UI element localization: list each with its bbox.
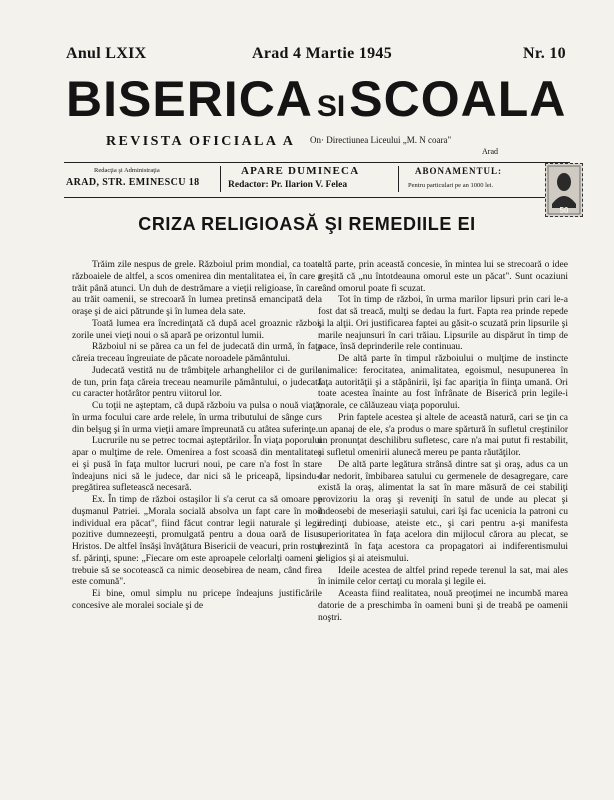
article-paragraph: Cu toţii ne aşteptam, că după războiu va pulsa o nouă viaţă, în urma focului care arde relele, în urma tributului de sânge curs din belşug şi în urma vieţii amare împreunată cu atâtea suferinţe. — [72, 401, 322, 435]
postage-stamp — [545, 163, 583, 217]
article-paragraph: Războiul ni se părea ca un fel de judecată din urmă, în faţa căreia treceau îngreuiate de păcate noroadele pământului. — [72, 342, 322, 364]
issue-year: Anul LXIX — [66, 45, 147, 62]
article-paragraph: De altă parte legătura strânsă dintre sat şi oraş, adus ca un dar nedorit, îmbibarea satului cu germenele de desagregare, care există la oraş, alimentat la sat în mare măsură de cei stabiliţi provizoriu la oraş şi reveniţi în satul de unde au plecat şi îndeosebi de meseriaşii satului, cari îşi fac ucenicia la patroni cu credinţi dubioase, ateiste etc., şi cari pentru a-şi manifesta superioritatea în faţa acelora din mijlocul cărora au plecat, se prezintă în faţa acestora ca propagatori ai indiferentismului religios şi ai ateismului. — [318, 459, 568, 564]
article-paragraph: altă parte, prin această concesie, în mintea lui se strecoară o idee greşită că „nu întotdeauna omorul este un păcat". Sunt ocaziuni când omorul poate fi scuzat. — [318, 260, 568, 294]
article-paragraph: Aceasta fiind realitatea, nouă preoţimei ne incumbă marea datorie de a preschimba în oameni buni şi de treabă pe oamenii noştri. — [318, 589, 568, 623]
stamp-portrait-icon — [546, 164, 582, 216]
issue-date: Arad 4 Martie 1945 — [252, 45, 393, 62]
subscription-label: ABONAMENTUL: — [415, 166, 503, 176]
masthead-word-si: SI — [316, 90, 346, 123]
masthead-word-scoala: SCOALA — [349, 71, 567, 127]
article-column-left — [72, 260, 322, 613]
article-paragraph: Prin faptele acestea şi altele de această natură, cari se ţin ca un apanaj de ele, s'a produs o mare spărtură în sufletul creştinilor un pronunţat deschilibru sufletesc, care n'a mai putut fi restabilit, şi sufletul omenirii alunecă mereu pe panta răutăţilor. — [318, 412, 568, 458]
masthead-word-biserica: BISERICA — [66, 71, 313, 127]
article-paragraph: Judecată vestită nu de trâmbiţele arhanghelilor ci de gurile de tun, prin faţa căreia treceau neamurile pământului, o judecată cu caracter hotărâtor pentru viitorul lor. — [72, 365, 322, 400]
article-paragraph: Tot în timp de război, în urma marilor lipsuri prin cari le-a fost dat să treacă, mulţi se dedau la furt. Fapta rea prinde repede şi la alţii. Ori justificarea faptei au găsit-o scuzată prin lipsurile şi marile neajunsuri în cari trăiau. Lipsurile au dispărut în timp de pace, însă deprinderile rele continuau. — [318, 295, 568, 353]
order-text: On· Directiunea Liceului „M. N coara" — [310, 135, 452, 145]
appears-notice: APARE DUMINECA — [241, 165, 360, 177]
info-bar-bottom-rule — [64, 197, 570, 198]
info-bar-divider — [398, 166, 399, 192]
article-paragraph: Trăim zile nespus de grele. Războiul prim mondial, ca toate războaiele de altfel, a scos omenirea din mentalitatea ei, în care a trăit până atunci. Un duh de destrămare a vieţii religioase, în care au trăit oamenii, se strecoară în lumea pretinsă emancipată dela oraşe şi de aici pătrunde şi în lumea dela sate. — [72, 260, 322, 317]
article-paragraph: Ex. În timp de război ostaşilor li s'a cerut ca să omoare pe duşmanul Patriei. „Morala socială absolva un fapt care în mod individual era păcat", fiind făcut contrar legii naturale şi legii pozitive dumnezeeşti, promulgată pentru a doua oară de Iisus Hristos. De altfel însăşi învăţătura Bisericii de veacuri, prin rostul sf. părinţi, spune: „Fiecare om este aproapele celorlalţi oameni şi trebuie să se socotească ca nimic deosebirea de neam, când firea este comună". — [72, 495, 322, 588]
article-paragraph: Toată lumea era încredinţată că după acel groaznic război, zorile unei vieţi noui o să apară pe orizontul lumii. — [72, 318, 322, 341]
stamp-value: 50 — [559, 206, 569, 215]
issue-line — [66, 45, 566, 67]
article-paragraph: Ei bine, omul simplu nu pricepe îndeajuns justificările concesive ale moralei sociale şi de — [72, 589, 322, 611]
masthead-title — [66, 68, 566, 130]
info-bar-divider — [220, 166, 221, 192]
info-bar-top-rule — [64, 162, 570, 163]
masthead-subtitle: REVISTA OFICIALA A — [106, 134, 296, 149]
article-paragraph: Ideile acestea de altfel prind repede terenul la sat, mai ales în inimile celor certaţi cu morala şi legile ei. — [318, 565, 568, 588]
subscription-text: Pentru particulari pe an 1000 lei. — [408, 182, 494, 189]
article-headline: CRIZA RELIGIOASĂ ŞI REMEDIILE EI — [138, 214, 476, 234]
article-paragraph: De altă parte în timpul războiului o mulţime de instincte animalice: ferocitatea, animalitatea, egoismul, nesupunerea în faţa autorităţii şi a stăpânirii, îşi fac apariţia în fiinţa umană. Ori toate acestea înainte au fost înfrânate de Biserică prin legile-i morale, ce călăuzeau viaţa poporului. — [318, 354, 568, 411]
editor-name: Redactor: Pr. Ilarion V. Felea — [228, 180, 348, 190]
city-tag: Arad — [482, 147, 498, 156]
issue-number: Nr. 10 — [523, 45, 566, 62]
redaction-label: Redacţia şi Administraţia — [94, 167, 160, 174]
redaction-address: ARAD, STR. EMINESCU 18 — [66, 177, 200, 188]
article-column-right — [318, 260, 568, 624]
article-paragraph: Lucrurile nu se petrec tocmai aşteptărilor. În viaţa poporului apar o mulţime de rele. Omenirea a fost scoasă din mentalitatea ei şi pusă în faţa multor lucruri noui, pe care n'a fost în stare îndeajuns nici să le judece, dar nici să le priceapă, lipsindu-i pregătirea sufletească necesară. — [72, 436, 322, 494]
